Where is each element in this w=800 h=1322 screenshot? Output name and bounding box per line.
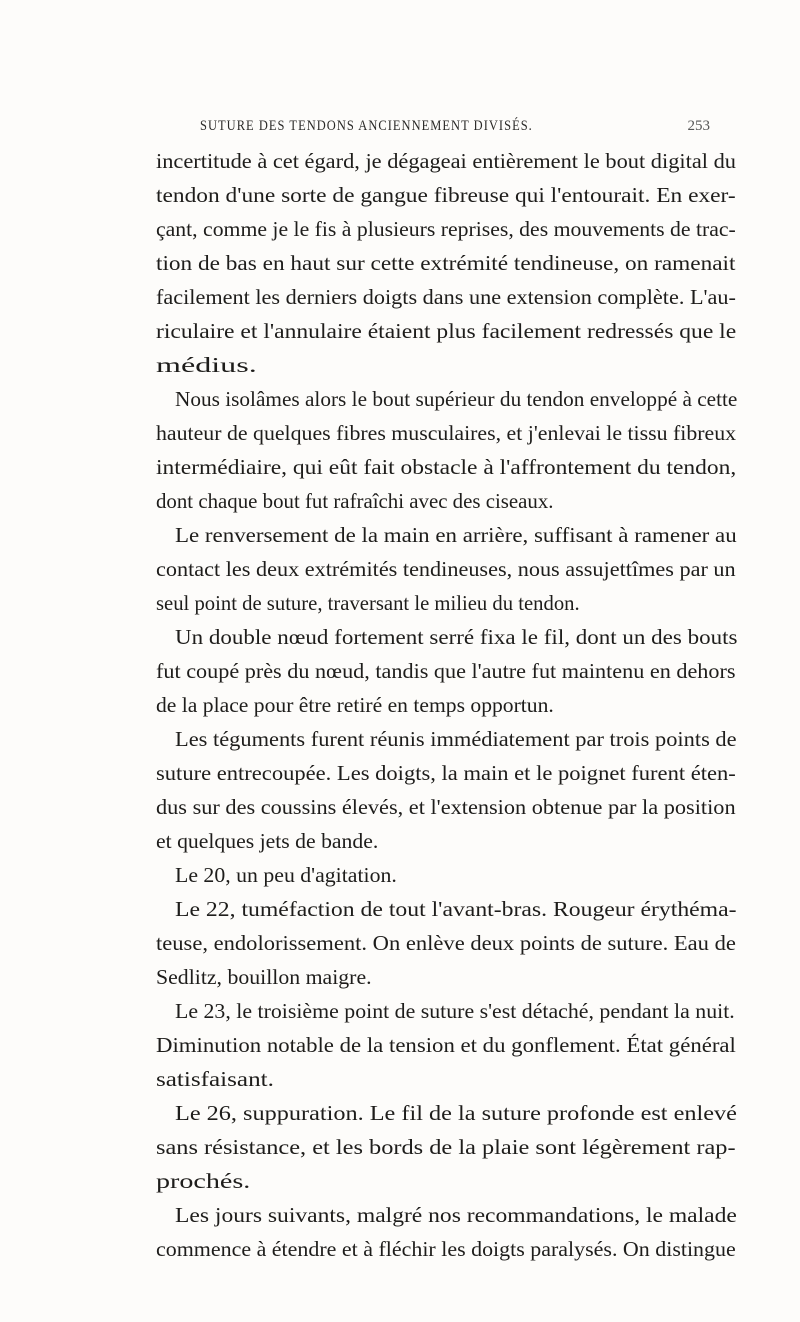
- text-line: tion de bas en haut sur cette extrémité tendineuse, on ramenait: [156, 251, 736, 275]
- text-line: commence à étendre et à fléchir les doigts paralysés. On distingue: [156, 1237, 736, 1261]
- text-line: riculaire et l'annulaire étaient plus facilement redressés que le: [156, 319, 737, 343]
- text-line: Le 23, le troisième point de suture s'est détaché, pendant la nuit.: [175, 999, 735, 1023]
- text-line: facilement les derniers doigts dans une extension complète. L'au-: [156, 285, 736, 309]
- text-line: Diminution notable de la tension et du gonflement. État général: [156, 1033, 736, 1057]
- text-line: Le renversement de la main en arrière, suffisant à ramener au: [175, 523, 737, 547]
- text-line: Les jours suivants, malgré nos recommandations, le malade: [175, 1203, 737, 1227]
- text-line: de la place pour être retiré en temps opportun.: [156, 693, 554, 717]
- text-line: contact les deux extrémités tendineuses, nous assujettîmes par un: [156, 557, 736, 581]
- text-line: seul point de suture, traversant le milieu du tendon.: [156, 591, 580, 615]
- text-line: et quelques jets de bande.: [156, 829, 379, 853]
- text-line: Le 22, tuméfaction de tout l'avant-bras. Rougeur érythéma-: [175, 897, 737, 921]
- text-line: Nous isolâmes alors le bout supérieur du tendon enveloppé à cette: [175, 387, 738, 411]
- text-line: prochés.: [156, 1169, 251, 1193]
- text-line: Sedlitz, bouillon maigre.: [156, 965, 372, 989]
- text-line: Un double nœud fortement serré fixa le fil, dont un des bouts: [175, 625, 738, 649]
- text-line: hauteur de quelques fibres musculaires, et j'enlevai le tissu fibreux: [156, 421, 737, 445]
- text-line: Le 26, suppuration. Le fil de la suture profonde est enlevé: [175, 1101, 737, 1125]
- text-line: dont chaque bout fut rafraîchi avec des ciseaux.: [156, 489, 554, 513]
- text-line: tendon d'une sorte de gangue fibreuse qui l'entourait. En exer-: [156, 183, 736, 207]
- text-line: Les téguments furent réunis immédiatement par trois points de: [175, 727, 737, 751]
- text-line: Le 20, un peu d'agitation.: [175, 863, 397, 887]
- text-line: teuse, endolorissement. On enlève deux points de suture. Eau de: [156, 931, 736, 955]
- text-line: çant, comme je le fis à plusieurs reprises, des mouvements de trac-: [156, 217, 736, 241]
- text-line: sans résistance, et les bords de la plaie sont légèrement rap-: [156, 1135, 736, 1159]
- running-head: [200, 118, 710, 140]
- text-line: suture entrecoupée. Les doigts, la main et le poignet furent éten-: [156, 761, 736, 785]
- text-line: médius.: [156, 353, 257, 377]
- page-number: 253: [687, 118, 710, 134]
- text-line: fut coupé près du nœud, tandis que l'autre fut maintenu en dehors: [156, 659, 736, 683]
- text-line: intermédiaire, qui eût fait obstacle à l'affrontement du tendon,: [156, 455, 737, 479]
- text-line: satisfaisant.: [156, 1067, 274, 1091]
- text-line: incertitude à cet égard, je dégageai entièrement le bout digital du: [156, 149, 736, 173]
- running-title: SUTURE DES TENDONS ANCIENNEMENT DIVISÉS.: [200, 118, 533, 134]
- text-line: dus sur des coussins élevés, et l'extension obtenue par la position: [156, 795, 736, 819]
